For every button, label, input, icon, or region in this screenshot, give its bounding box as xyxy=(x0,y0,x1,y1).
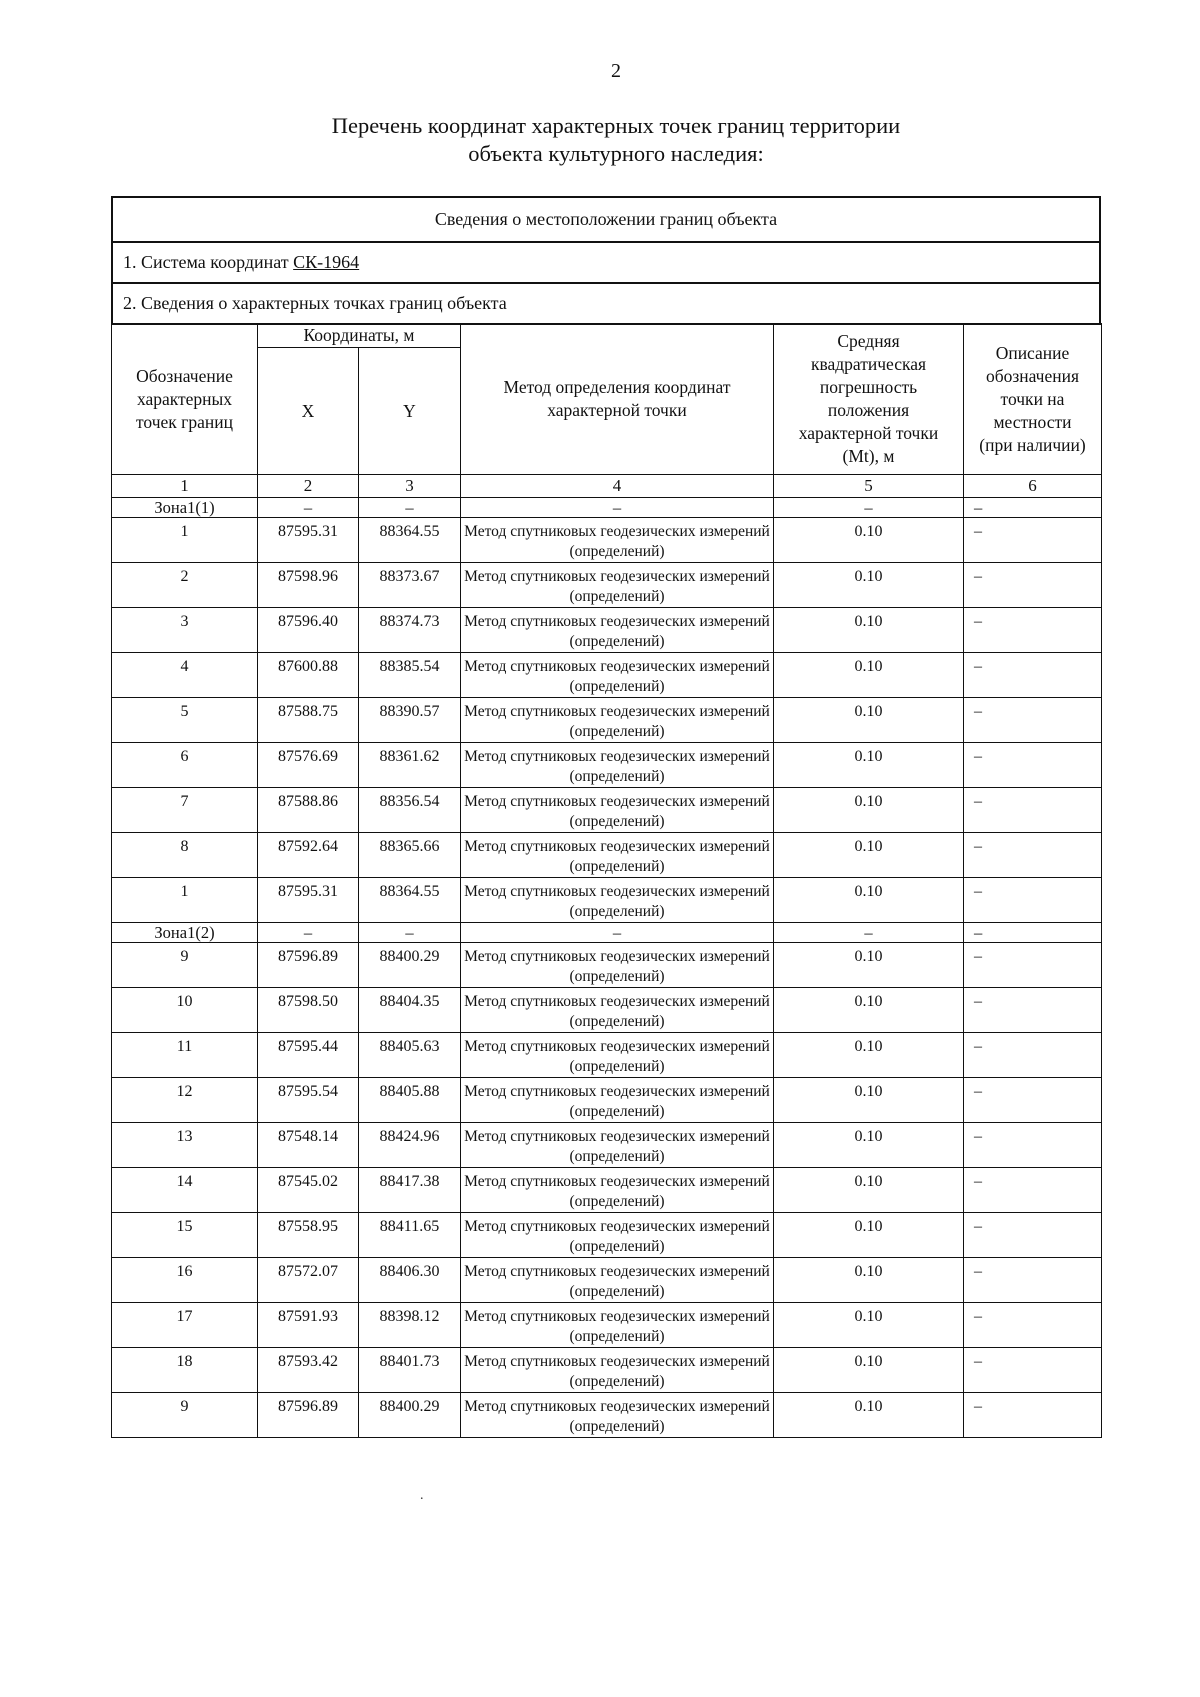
zone-y-dash: – xyxy=(359,498,461,518)
method-cell: Метод спутниковых геодезических измерений (определений) xyxy=(461,1213,774,1258)
description-cell: – xyxy=(964,1348,1102,1393)
coordinate-x: 87595.54 xyxy=(258,1078,359,1123)
coordinate-y: 88365.66 xyxy=(359,833,461,878)
point-designation: 12 xyxy=(112,1078,258,1123)
accuracy-cell: 0.10 xyxy=(774,943,964,988)
coordinate-y: 88373.67 xyxy=(359,563,461,608)
table-row xyxy=(112,788,1102,833)
accuracy-cell: 0.10 xyxy=(774,833,964,878)
coordinate-x: 87598.50 xyxy=(258,988,359,1033)
coordinate-system-row xyxy=(113,243,1099,284)
column-number: 4 xyxy=(461,475,774,498)
scan-speck: . xyxy=(420,1488,424,1503)
point-designation: 14 xyxy=(112,1168,258,1213)
description-cell: – xyxy=(964,788,1102,833)
coordinate-y: 88356.54 xyxy=(359,788,461,833)
table-row xyxy=(112,1258,1102,1303)
coordinate-x: 87576.69 xyxy=(258,743,359,788)
document-title-line-1: Перечень координат характерных точек границ территории xyxy=(331,113,901,138)
coordinate-y: 88424.96 xyxy=(359,1123,461,1168)
column-number: 1 xyxy=(112,475,258,498)
coordinate-y: 88398.12 xyxy=(359,1303,461,1348)
description-cell: – xyxy=(964,1213,1102,1258)
method-cell: Метод спутниковых геодезических измерений (определений) xyxy=(461,698,774,743)
header-method: Метод определения координат характерной точки xyxy=(461,324,774,475)
description-cell: – xyxy=(964,1123,1102,1168)
description-cell: – xyxy=(964,608,1102,653)
method-cell: Метод спутниковых геодезических измерений (определений) xyxy=(461,988,774,1033)
table-row xyxy=(112,1213,1102,1258)
accuracy-cell: 0.10 xyxy=(774,1078,964,1123)
zone-row xyxy=(112,923,1102,943)
coordinate-x: 87545.02 xyxy=(258,1168,359,1213)
method-cell: Метод спутниковых геодезических измерений (определений) xyxy=(461,1393,774,1438)
section-header: Сведения о местоположении границ объекта xyxy=(113,198,1099,243)
method-cell: Метод спутниковых геодезических измерений (определений) xyxy=(461,518,774,563)
table-body xyxy=(112,475,1102,1438)
description-cell: – xyxy=(964,1033,1102,1078)
method-cell: Метод спутниковых геодезических измерений (определений) xyxy=(461,608,774,653)
header-designation: Обозначение характерных точек границ xyxy=(112,324,258,475)
coordinate-y: 88400.29 xyxy=(359,1393,461,1438)
description-cell: – xyxy=(964,1168,1102,1213)
coordinate-x: 87572.07 xyxy=(258,1258,359,1303)
header-x: X xyxy=(258,348,359,475)
method-cell: Метод спутниковых геодезических измерений (определений) xyxy=(461,1033,774,1078)
table-row xyxy=(112,1033,1102,1078)
table-row xyxy=(112,1303,1102,1348)
method-cell: Метод спутниковых геодезических измерений (определений) xyxy=(461,1303,774,1348)
zone-description-dash: – xyxy=(964,923,1102,943)
column-numbers-row xyxy=(112,475,1102,498)
coordinate-x: 87558.95 xyxy=(258,1213,359,1258)
accuracy-cell: 0.10 xyxy=(774,1348,964,1393)
coordinate-x: 87593.42 xyxy=(258,1348,359,1393)
description-cell: – xyxy=(964,698,1102,743)
table-row xyxy=(112,1078,1102,1123)
coordinate-y: 88385.54 xyxy=(359,653,461,698)
table-row xyxy=(112,1123,1102,1168)
coordinate-x: 87591.93 xyxy=(258,1303,359,1348)
method-cell: Метод спутниковых геодезических измерений (определений) xyxy=(461,743,774,788)
coordinate-x: 87598.96 xyxy=(258,563,359,608)
description-cell: – xyxy=(964,988,1102,1033)
coordinate-x: 87595.31 xyxy=(258,878,359,923)
table-row xyxy=(112,608,1102,653)
description-cell: – xyxy=(964,563,1102,608)
table-row xyxy=(112,743,1102,788)
column-number: 6 xyxy=(964,475,1102,498)
document-title-line-2: объекта культурного наследия: xyxy=(468,141,764,166)
point-designation: 11 xyxy=(112,1033,258,1078)
accuracy-cell: 0.10 xyxy=(774,1033,964,1078)
accuracy-cell: 0.10 xyxy=(774,878,964,923)
point-designation: 9 xyxy=(112,943,258,988)
header-coordinates: Координаты, м xyxy=(258,324,461,348)
coordinate-y: 88400.29 xyxy=(359,943,461,988)
table-row xyxy=(112,1348,1102,1393)
point-designation: 8 xyxy=(112,833,258,878)
header-accuracy: Средняя квадратическая погрешность положения характерной точки (Mt), м xyxy=(774,324,964,475)
coordinate-y: 88411.65 xyxy=(359,1213,461,1258)
coordinate-x: 87588.75 xyxy=(258,698,359,743)
accuracy-cell: 0.10 xyxy=(774,788,964,833)
method-cell: Метод спутниковых геодезических измерений (определений) xyxy=(461,788,774,833)
coordinate-y: 88401.73 xyxy=(359,1348,461,1393)
description-cell: – xyxy=(964,1078,1102,1123)
accuracy-cell: 0.10 xyxy=(774,1168,964,1213)
coordinate-x: 87600.88 xyxy=(258,653,359,698)
method-cell: Метод спутниковых геодезических измерений (определений) xyxy=(461,943,774,988)
method-cell: Метод спутниковых геодезических измерений (определений) xyxy=(461,878,774,923)
accuracy-cell: 0.10 xyxy=(774,743,964,788)
table-row xyxy=(112,833,1102,878)
accuracy-cell: 0.10 xyxy=(774,1258,964,1303)
table-row xyxy=(112,988,1102,1033)
method-cell: Метод спутниковых геодезических измерений (определений) xyxy=(461,653,774,698)
description-cell: – xyxy=(964,1303,1102,1348)
accuracy-cell: 0.10 xyxy=(774,608,964,653)
coordinate-y: 88405.88 xyxy=(359,1078,461,1123)
coordinate-y: 88406.30 xyxy=(359,1258,461,1303)
coordinate-y: 88405.63 xyxy=(359,1033,461,1078)
coordinate-y: 88364.55 xyxy=(359,878,461,923)
table-row xyxy=(112,563,1102,608)
point-designation: 1 xyxy=(112,878,258,923)
zone-accuracy-dash: – xyxy=(774,498,964,518)
point-designation: 10 xyxy=(112,988,258,1033)
coordinate-x: 87595.31 xyxy=(258,518,359,563)
description-cell: – xyxy=(964,943,1102,988)
method-cell: Метод спутниковых геодезических измерений (определений) xyxy=(461,1348,774,1393)
accuracy-cell: 0.10 xyxy=(774,988,964,1033)
point-designation: 18 xyxy=(112,1348,258,1393)
point-designation: 3 xyxy=(112,608,258,653)
coordinate-y: 88364.55 xyxy=(359,518,461,563)
point-designation: 1 xyxy=(112,518,258,563)
description-cell: – xyxy=(964,833,1102,878)
coordinate-y: 88374.73 xyxy=(359,608,461,653)
document-title xyxy=(0,112,1200,168)
point-designation: 15 xyxy=(112,1213,258,1258)
accuracy-cell: 0.10 xyxy=(774,1303,964,1348)
table-row xyxy=(112,653,1102,698)
table-row xyxy=(112,943,1102,988)
description-cell: – xyxy=(964,653,1102,698)
method-cell: Метод спутниковых геодезических измерений (определений) xyxy=(461,1123,774,1168)
coordinate-y: 88390.57 xyxy=(359,698,461,743)
zone-accuracy-dash: – xyxy=(774,923,964,943)
header-description: Описание обозначения точки на местности (при наличии) xyxy=(964,324,1102,475)
zone-method-dash: – xyxy=(461,498,774,518)
point-designation: 17 xyxy=(112,1303,258,1348)
accuracy-cell: 0.10 xyxy=(774,1393,964,1438)
accuracy-cell: 0.10 xyxy=(774,1123,964,1168)
accuracy-cell: 0.10 xyxy=(774,518,964,563)
coordinate-x: 87588.86 xyxy=(258,788,359,833)
coordinate-x: 87596.40 xyxy=(258,608,359,653)
column-number: 2 xyxy=(258,475,359,498)
column-number: 5 xyxy=(774,475,964,498)
point-designation: 9 xyxy=(112,1393,258,1438)
point-designation: 2 xyxy=(112,563,258,608)
point-designation: 5 xyxy=(112,698,258,743)
coordinate-x: 87548.14 xyxy=(258,1123,359,1168)
coordinate-x: 87592.64 xyxy=(258,833,359,878)
boundary-info-frame xyxy=(111,196,1101,325)
coordinate-y: 88417.38 xyxy=(359,1168,461,1213)
zone-method-dash: – xyxy=(461,923,774,943)
zone-name: Зона1(2) xyxy=(112,923,258,943)
coordinate-y: 88404.35 xyxy=(359,988,461,1033)
accuracy-cell: 0.10 xyxy=(774,653,964,698)
zone-x-dash: – xyxy=(258,923,359,943)
coordinate-x: 87596.89 xyxy=(258,1393,359,1438)
method-cell: Метод спутниковых геодезических измерений (определений) xyxy=(461,1258,774,1303)
method-cell: Метод спутниковых геодезических измерений (определений) xyxy=(461,563,774,608)
point-designation: 6 xyxy=(112,743,258,788)
coordinates-table xyxy=(111,323,1102,1438)
coordinate-system-label: 1. Система координат xyxy=(123,252,294,272)
point-designation: 16 xyxy=(112,1258,258,1303)
zone-name: Зона1(1) xyxy=(112,498,258,518)
zone-row xyxy=(112,498,1102,518)
point-designation: 4 xyxy=(112,653,258,698)
description-cell: – xyxy=(964,1393,1102,1438)
accuracy-cell: 0.10 xyxy=(774,698,964,743)
coordinate-x: 87595.44 xyxy=(258,1033,359,1078)
coordinate-x: 87596.89 xyxy=(258,943,359,988)
description-cell: – xyxy=(964,1258,1102,1303)
table-row xyxy=(112,878,1102,923)
points-header-row: 2. Сведения о характерных точках границ объекта xyxy=(113,284,1099,325)
column-number: 3 xyxy=(359,475,461,498)
zone-y-dash: – xyxy=(359,923,461,943)
point-designation: 7 xyxy=(112,788,258,833)
accuracy-cell: 0.10 xyxy=(774,1213,964,1258)
table-row xyxy=(112,1393,1102,1438)
coordinate-y: 88361.62 xyxy=(359,743,461,788)
description-cell: – xyxy=(964,878,1102,923)
table-row xyxy=(112,1168,1102,1213)
point-designation: 13 xyxy=(112,1123,258,1168)
description-cell: – xyxy=(964,518,1102,563)
table-row xyxy=(112,698,1102,743)
description-cell: – xyxy=(964,743,1102,788)
method-cell: Метод спутниковых геодезических измерений (определений) xyxy=(461,1168,774,1213)
page-number: 2 xyxy=(611,60,621,82)
table-row xyxy=(112,518,1102,563)
coordinate-system-name: СК-1964 xyxy=(293,252,360,272)
zone-x-dash: – xyxy=(258,498,359,518)
method-cell: Метод спутниковых геодезических измерений (определений) xyxy=(461,833,774,878)
zone-description-dash: – xyxy=(964,498,1102,518)
method-cell: Метод спутниковых геодезических измерений (определений) xyxy=(461,1078,774,1123)
header-y: Y xyxy=(359,348,461,475)
accuracy-cell: 0.10 xyxy=(774,563,964,608)
